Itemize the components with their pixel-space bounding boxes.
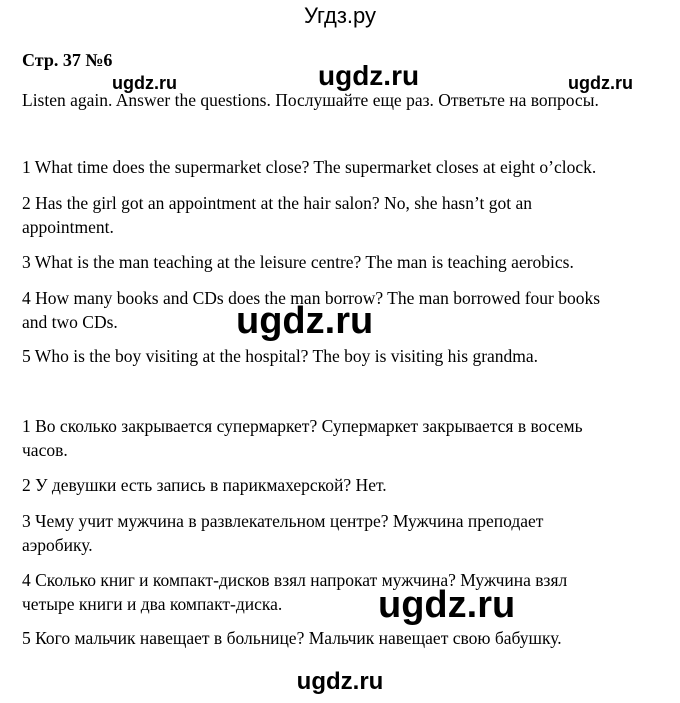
watermark-small-left: ugdz.ru xyxy=(112,73,177,93)
watermark-lower: ugdz.ru xyxy=(378,584,516,626)
russian-answer-2: 2 У девушки есть запись в парикмахерской? Нет. xyxy=(22,475,387,495)
watermark-small-right: ugdz.ru xyxy=(568,73,633,93)
watermark-middle: ugdz.ru xyxy=(236,300,374,342)
english-answer-5: 5 Who is the boy visiting at the hospital? The boy is visiting his grandma. xyxy=(22,346,539,366)
site-title: Угдз.ру xyxy=(303,3,377,28)
russian-answer-3: 3 Чему учит мужчина в развлекательном центре? Мужчина преподает аэробику. xyxy=(22,511,544,555)
watermark-footer: ugdz.ru xyxy=(296,668,384,695)
russian-answer-1: 1 Во сколько закрывается супермаркет? Супермаркет закрывается в восемь часов. xyxy=(22,416,583,460)
page-heading: Стр. 37 №6 xyxy=(22,50,113,70)
english-answer-4: 4 How many books and CDs does the man borrow? The man borrowed four books and two CDs. xyxy=(22,288,601,332)
russian-answer-5: 5 Кого мальчик навещает в больнице? Мальчик навещает свою бабушку. xyxy=(22,628,562,648)
english-answer-1: 1 What time does the supermarket close? The supermarket closes at eight o’clock. xyxy=(22,157,597,177)
russian-answer-4: 4 Сколько книг и компакт-дисков взял напрокат мужчина? Мужчина взял четыре книги и два компакт-диска. xyxy=(22,570,568,614)
intro-text: Listen again. Answer the questions. Послушайте еще раз. Ответьте на вопросы. xyxy=(22,90,599,110)
watermark-center-top: ugdz.ru xyxy=(318,60,420,91)
english-answer-2: 2 Has the girl got an appointment at the hair salon? No, she hasn’t got an appointment. xyxy=(22,193,532,237)
english-answer-3: 3 What is the man teaching at the leisure centre? The man is teaching aerobics. xyxy=(22,252,574,272)
